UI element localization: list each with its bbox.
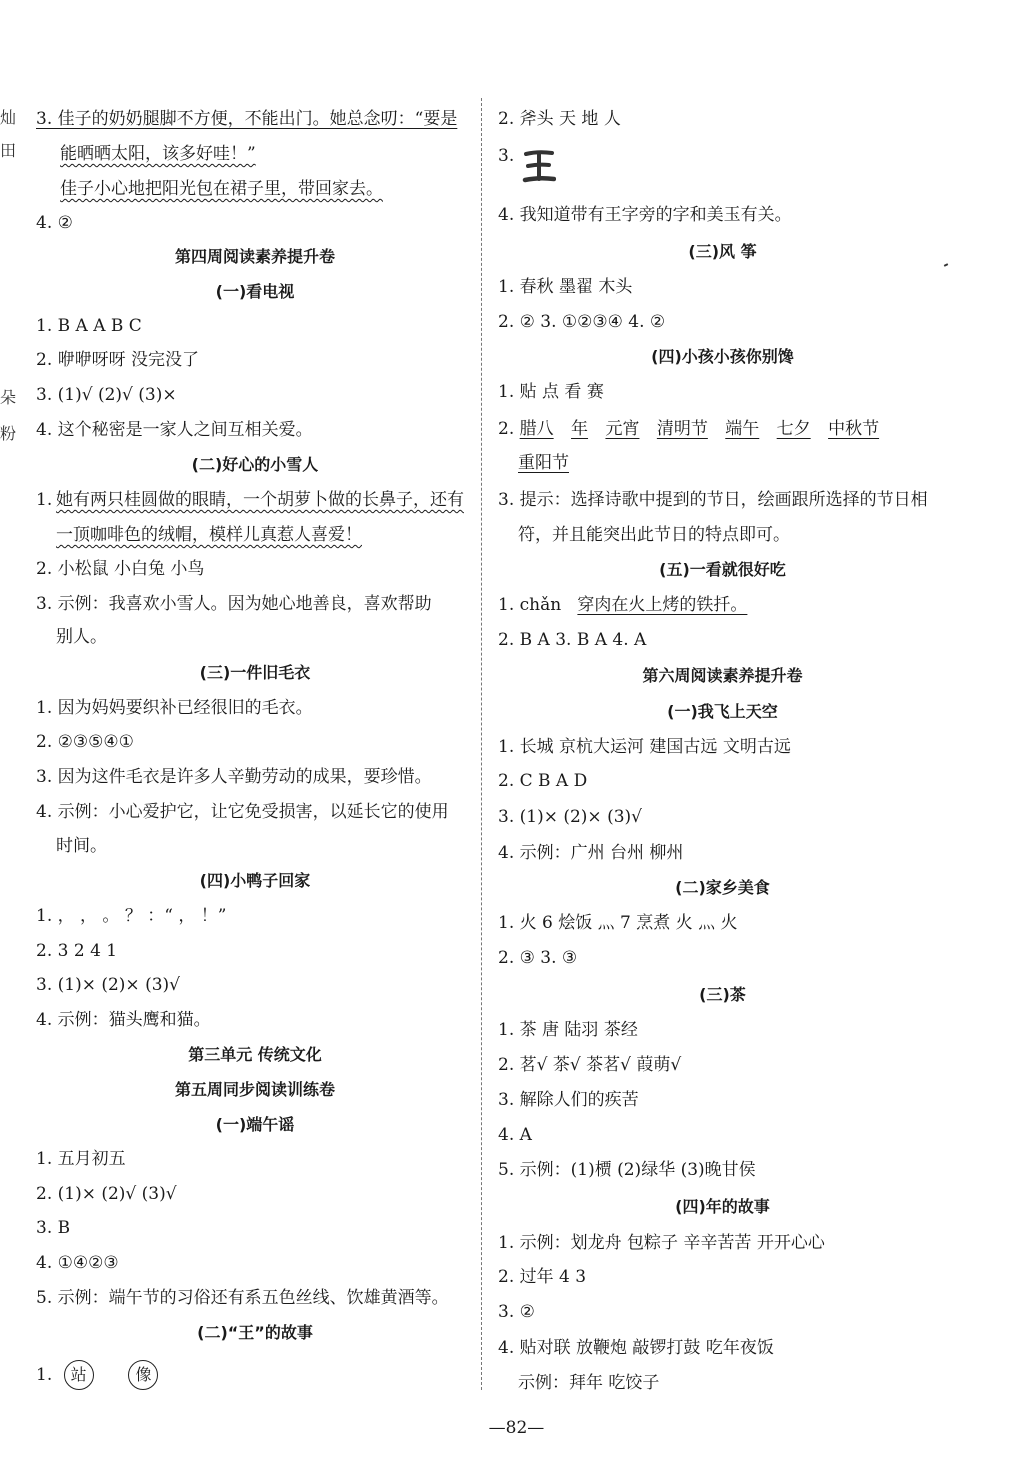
answer-line	[36, 1360, 164, 1390]
circled-char: 站	[64, 1360, 94, 1390]
section-heading: (四)小鸭子回家	[199, 871, 311, 890]
answer-text: 1. chǎn	[498, 595, 562, 615]
festival-item: 七夕	[776, 419, 811, 439]
answer-line: 1. 长城 京杭大运河 建国古远 文明古远	[498, 737, 791, 757]
section-heading: (三)一件旧毛衣	[199, 663, 311, 682]
answer-line: 4. 贴对联 放鞭炮 敲锣打鼓 吃年夜饭	[498, 1338, 774, 1358]
answer-line: 2. ②③⑤④①	[36, 732, 134, 752]
answer-line: 3.	[498, 146, 515, 166]
unit-heading: 第三单元 传统文化	[188, 1045, 322, 1064]
answer-line: 2. 过年 4 3	[498, 1267, 587, 1287]
answer-line: 2. 斧头 天 地 人	[498, 109, 621, 129]
answer-line: 2. B A 3. B A 4. A	[498, 630, 647, 650]
answer-line: 2. 茗√ 茶√ 茶茗√ 葭萌√	[498, 1055, 682, 1075]
answer-line: 4. 这个秘密是一家人之间互相关爱。	[36, 420, 313, 440]
answer-line: 1. 五月初五	[36, 1149, 126, 1169]
answer-number: 2.	[498, 419, 515, 439]
answer-number: 1.	[36, 1365, 53, 1385]
section-heading: (五)一看就很好吃	[659, 560, 786, 579]
answer-line: 1. 贴 点 看 赛	[498, 382, 604, 402]
answer-line: 4. 我知道带有王字旁的字和美玉有关。	[498, 205, 792, 225]
answer-line: 2. 咿咿呀呀 没完没了	[36, 350, 200, 370]
festival-item: 端午	[725, 419, 760, 439]
section-heading: 第六周阅读素养提升卷	[642, 666, 803, 685]
answer-line: 2. 3 2 4 1	[36, 941, 118, 961]
section-heading: (二)好心的小雪人	[191, 455, 319, 474]
answer-line: 3. 解除人们的疾苦	[498, 1090, 639, 1110]
section-heading: 第四周阅读素养提升卷	[174, 247, 335, 266]
section-heading: (三)茶	[699, 985, 746, 1004]
answer-line: 时间。	[56, 836, 107, 856]
answer-line: 1. 火 6 烩饭 灬 7 烹煮 火 灬 火	[498, 913, 738, 933]
answer-line: 4. 示例：广州 台州 柳州	[498, 843, 684, 863]
answer-line: 2. 小松鼠 小白兔 小鸟	[36, 559, 205, 579]
answer-text: 穿肉在火上烤的铁扦。	[577, 595, 748, 615]
answer-line: 一顶咖啡色的绒帽，模样儿真惹人喜爱！	[56, 525, 362, 545]
answer-line: 3. B	[36, 1218, 71, 1238]
answer-line: 3. 提示：选择诗歌中提到的节日，绘画跟所选择的节日相	[498, 490, 928, 510]
festival-item: 年	[571, 419, 589, 439]
circled-char: 像	[128, 1360, 158, 1390]
answer-number: 1.	[36, 490, 53, 510]
answer-line	[36, 108, 457, 130]
edge-char: 灿	[0, 108, 17, 127]
answer-line: 别人。	[56, 627, 107, 647]
section-heading: (四)小孩小孩你别馋	[651, 347, 794, 366]
festival-item: 清明节	[656, 419, 708, 439]
answer-line: 佳子小心地把阳光包在裙子里，带回家去。	[60, 179, 383, 199]
answer-line: 2. C B A D	[498, 771, 588, 791]
answer-line: 2. ② 3. ①②③④ 4. ②	[498, 312, 666, 332]
section-heading: (二)“王”的故事	[197, 1323, 313, 1342]
answer-line: 3. (1)× (2)× (3)√	[498, 807, 642, 827]
page-number: —82—	[488, 1418, 545, 1438]
answer-line: 2. (1)× (2)√ (3)√	[36, 1184, 177, 1204]
answer-line	[498, 594, 747, 616]
section-heading: (三)风 筝	[688, 242, 757, 261]
answer-line: 4. 示例：猫头鹰和猫。	[36, 1010, 211, 1030]
section-heading: (一)端午谣	[215, 1115, 295, 1134]
edge-char: 粉	[0, 424, 17, 443]
answer-line: 1. B A A B C	[36, 316, 142, 336]
answer-text: 3. 佳子的奶奶腿脚不方便，不能出门。她总念叨：“要是	[36, 109, 458, 129]
answer-line: 能晒晒太阳，该多好哇！”	[60, 144, 256, 164]
answer-line: 3. 因为这件毛衣是许多人辛勤劳动的成果，要珍惜。	[36, 767, 432, 787]
section-heading: 第五周同步阅读训练卷	[174, 1080, 335, 1099]
answer-line: 1. 春秋 墨翟 木头	[498, 277, 633, 297]
festival-item: 腊八	[519, 419, 554, 439]
edge-char: 田	[0, 141, 17, 160]
calligraphy-wang-glyph	[522, 146, 556, 186]
answer-line: 4. 示例：小心爱护它，让它免受损害，以延长它的使用	[36, 802, 449, 822]
answer-line: 符，并且能突出此节日的特点即可。	[518, 525, 790, 545]
festival-item: 重阳节	[518, 453, 569, 473]
answer-line: 2. ③ 3. ③	[498, 948, 578, 968]
answer-line: 1. 茶 唐 陆羽 茶经	[498, 1020, 638, 1040]
answer-line: 1. ， ， 。 ？ ：“ ， ！”	[36, 906, 227, 926]
edge-char: 朵	[0, 388, 17, 407]
section-heading: (二)家乡美食	[675, 878, 770, 897]
answer-line: 4. ①④②③	[36, 1253, 119, 1273]
section-heading: (一)我飞上天空	[667, 702, 778, 721]
answer-line: 3. ②	[498, 1302, 535, 1322]
festival-item: 元宵	[605, 419, 640, 439]
answer-line: 3. (1)√ (2)√ (3)×	[36, 385, 177, 405]
stray-mark	[944, 263, 948, 267]
answer-line: 4. ②	[36, 213, 73, 233]
answer-line: 3. 示例：我喜欢小雪人。因为她心地善良，喜欢帮助	[36, 594, 432, 614]
answer-line: 1. 示例：划龙舟 包粽子 辛辛苦苦 开开心心	[498, 1233, 825, 1253]
answer-line: 5. 示例：端午节的习俗还有系五色丝线、饮雄黄酒等。	[36, 1288, 449, 1308]
answer-line: 5. 示例：(1)槚 (2)绿华 (3)晚甘侯	[498, 1160, 756, 1180]
section-heading: (一)看电视	[215, 282, 295, 301]
answer-line: 4. A	[498, 1125, 532, 1145]
festival-item: 中秋节	[828, 419, 880, 439]
section-heading: (四)年的故事	[675, 1197, 770, 1216]
answer-line: 1. 因为妈妈要织补已经很旧的毛衣。	[36, 698, 313, 718]
answer-line: 示例：拜年 吃饺子	[518, 1373, 660, 1393]
answer-line: 她有两只桂圆做的眼睛，一个胡萝卜做的长鼻子，还有	[56, 490, 464, 510]
answer-line	[498, 418, 879, 440]
answer-line: 3. (1)× (2)× (3)√	[36, 975, 180, 995]
